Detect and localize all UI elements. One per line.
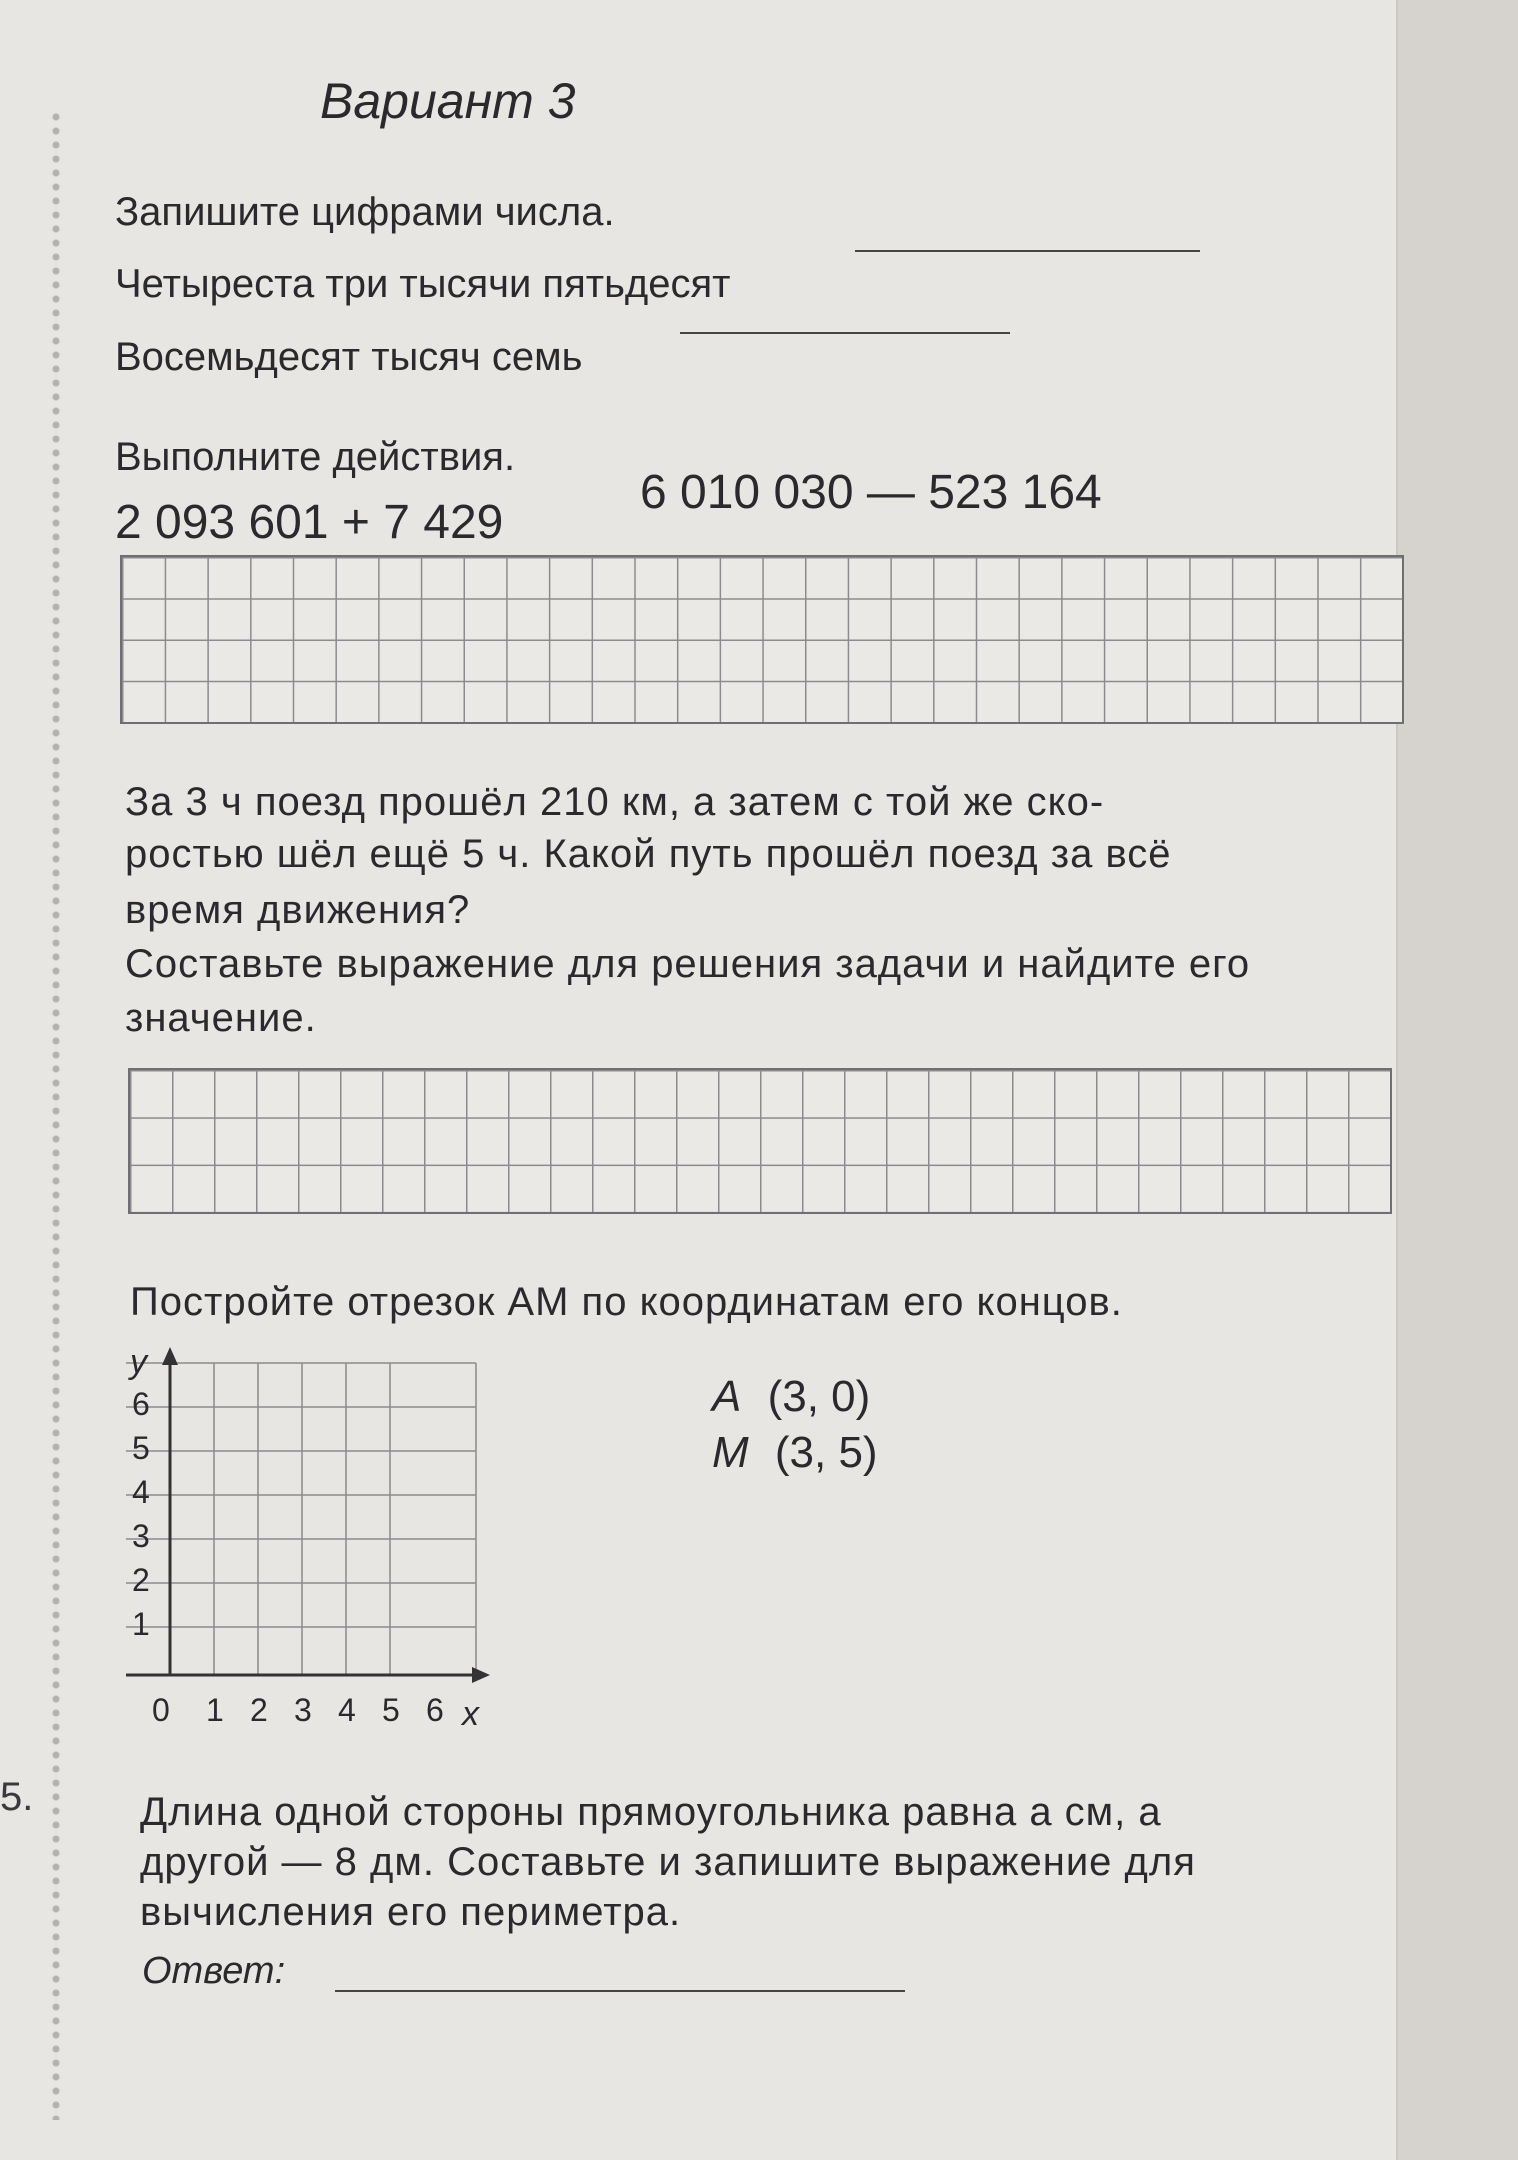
task3-line-5: значение. — [125, 996, 317, 1040]
x-tick-2: 2 — [250, 1692, 268, 1728]
x-tick-1: 1 — [206, 1692, 224, 1728]
x-axis-label: x — [462, 1695, 479, 1733]
task3-line-1: За 3 ч поезд прошёл 210 км, а затем с той же ско- — [125, 780, 1105, 824]
plane-grid — [126, 1363, 476, 1675]
task3-line-4: Составьте выражение для решения задачи и найдите его — [125, 942, 1251, 986]
answer-label: Ответ: — [142, 1950, 286, 1992]
x-axis-arrow — [472, 1667, 490, 1683]
answer-line-1[interactable] — [855, 250, 1200, 252]
answer-line-3[interactable] — [335, 1990, 905, 1992]
y-tick-5: 5 — [132, 1430, 150, 1466]
task5-number: 5. — [0, 1775, 34, 1819]
task1-instruction: Запишите цифрами числа. — [115, 190, 615, 234]
y-axis-label: y — [130, 1345, 147, 1381]
calc-grid-2[interactable] — [128, 1068, 1392, 1214]
y-tick-6: 6 — [132, 1386, 150, 1422]
y-axis-arrow — [162, 1347, 178, 1365]
perforation-dots — [50, 110, 62, 2120]
task1-item-1: Четыреста три тысячи пятьдесят — [115, 262, 731, 306]
answer-line-2[interactable] — [680, 332, 1010, 334]
point-m-coords: (3, 5) — [774, 1428, 878, 1477]
y-tick-3: 3 — [132, 1518, 150, 1554]
y-tick-4: 4 — [132, 1474, 150, 1510]
point-m — [712, 1428, 878, 1478]
point-a — [712, 1372, 870, 1422]
task1-item-2: Восемьдесят тысяч семь — [115, 335, 583, 379]
x-tick-5: 5 — [382, 1692, 400, 1728]
y-tick-1: 1 — [132, 1606, 150, 1642]
task2-expression-2: 6 010 030 — 523 164 — [640, 466, 1102, 519]
task5-line-2: другой — 8 дм. Составьте и запишите выражение для — [140, 1840, 1196, 1884]
x-tick-0: 0 — [152, 1692, 170, 1728]
point-m-label: M — [712, 1428, 749, 1477]
task2-expression-1: 2 093 601 + 7 429 — [115, 496, 504, 549]
task2-instruction: Выполните действия. — [115, 435, 516, 479]
point-a-coords: (3, 0) — [767, 1372, 871, 1421]
calc-grid-1[interactable] — [120, 555, 1404, 724]
task3-line-3: время движения? — [125, 888, 471, 932]
coordinate-plane[interactable] — [110, 1345, 510, 1745]
task5-line-1: Длина одной стороны прямоугольника равна a см, а — [140, 1790, 1162, 1834]
variant-title: Вариант 3 — [320, 73, 576, 129]
next-page-edge — [1396, 0, 1518, 2160]
task5-line-3: вычисления его периметра. — [140, 1890, 682, 1934]
x-tick-6: 6 — [426, 1692, 444, 1728]
x-tick-3: 3 — [294, 1692, 312, 1728]
y-tick-2: 2 — [132, 1562, 150, 1598]
task3-line-2: ростью шёл ещё 5 ч. Какой путь прошёл поезд за всё — [125, 832, 1172, 876]
x-tick-4: 4 — [338, 1692, 356, 1728]
task4-instruction: Постройте отрезок AM по координатам его концов. — [130, 1280, 1123, 1324]
point-a-label: A — [712, 1372, 742, 1421]
